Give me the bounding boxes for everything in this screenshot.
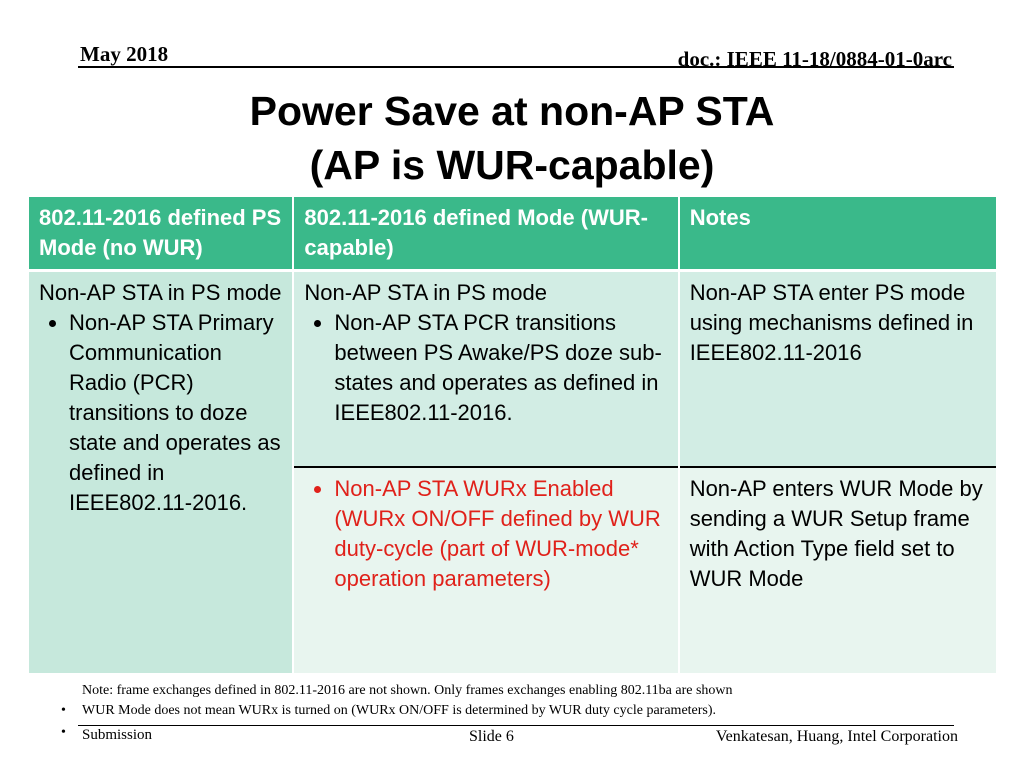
cell-intro-text: Non-AP STA in PS mode: [39, 280, 282, 305]
note-line-1: Note: frame exchanges defined in 802.11-2016 are not shown. Only frames exchanges enabling 802.11ba are shown: [82, 683, 733, 698]
table-cell-ps-mode: [29, 271, 293, 674]
table-header-cell: 802.11-2016 defined Mode (WUR-capable): [293, 197, 678, 271]
bullet-icon: •: [61, 725, 66, 740]
power-save-table: [29, 197, 996, 673]
bullet-list: [39, 308, 282, 518]
footer-authors: Venkatesan, Huang, Intel Corporation: [715, 728, 958, 745]
table-header-cell: 802.11-2016 defined PS Mode (no WUR): [29, 197, 293, 271]
bullet-list: [304, 474, 667, 594]
note-line-2: WUR Mode does not mean WURx is turned on (WURx ON/OFF is determined by WUR duty cycle parameters).: [82, 703, 717, 718]
table-cell-notes: Non-AP STA enter PS mode using mechanisms defined in IEEE802.11-2016: [679, 271, 996, 467]
header-date: May 2018: [80, 42, 169, 66]
bullet-item: • Non-AP STA PCR transitions between PS Awake/PS doze sub-states and operates as defined in IEEE802.11-2016.: [334, 308, 667, 428]
table-header-row: [29, 197, 996, 271]
table-row: [29, 271, 996, 467]
bullet-icon: •: [61, 703, 66, 718]
table-cell-wur-mode: [293, 271, 678, 467]
slide-title-line-1: Power Save at non-AP STA: [249, 88, 775, 134]
table-header-cell: Notes: [679, 197, 996, 271]
bullet-item: • Non-AP STA Primary Communication Radio (PCR) transitions to doze state and operates as defined in IEEE802.11-2016.: [69, 308, 282, 518]
slide-title-line-2: (AP is WUR-capable): [309, 142, 715, 188]
footer-divider: [78, 725, 954, 726]
table-cell-notes: Non-AP enters WUR Mode by sending a WUR Setup frame with Action Type field set to WUR Mode: [679, 467, 996, 674]
slide-title: [0, 84, 1024, 192]
footer-submission: Submission: [82, 727, 153, 743]
bullet-item-highlight: • Non-AP STA WURx Enabled (WURx ON/OFF defined by WUR duty-cycle (part of WUR-mode* operation parameters): [334, 474, 667, 594]
header-doc-id: doc.: IEEE 11-18/0884-01-0arc: [677, 47, 952, 71]
bullet-list: [304, 308, 667, 428]
cell-intro-text: Non-AP STA in PS mode: [304, 280, 547, 305]
table-cell-wur-mode: [293, 467, 678, 674]
footer-slide-number: Slide 6: [469, 728, 514, 745]
